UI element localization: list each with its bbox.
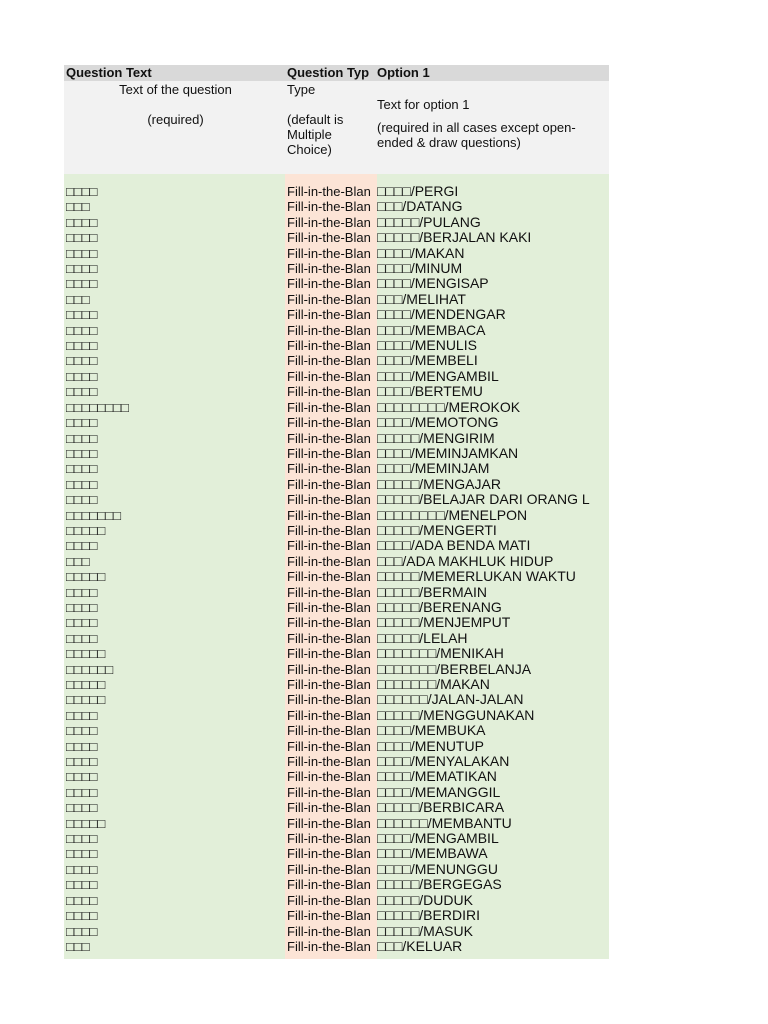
type-cell[interactable]: Fill-in-the-Blan — [285, 692, 377, 707]
question-cell[interactable]: □□□□ — [64, 708, 285, 723]
table-row — [64, 662, 609, 677]
type-cell[interactable]: Fill-in-the-Blan — [285, 939, 377, 954]
type-cell[interactable]: Fill-in-the-Blan — [285, 184, 377, 199]
type-cell[interactable]: Fill-in-the-Blan — [285, 261, 377, 276]
type-cell[interactable]: Fill-in-the-Blan — [285, 769, 377, 784]
type-cell[interactable]: Fill-in-the-Blan — [285, 662, 377, 677]
type-cell[interactable]: Fill-in-the-Blan — [285, 723, 377, 738]
type-cell[interactable]: Fill-in-the-Blan — [285, 893, 377, 908]
type-cell[interactable]: Fill-in-the-Blan — [285, 585, 377, 600]
option-cell[interactable]: □□□□/MENDENGAR — [377, 307, 609, 322]
table-row — [64, 708, 609, 723]
table-row — [64, 538, 609, 553]
type-cell[interactable]: Fill-in-the-Blan — [285, 415, 377, 430]
question-cell[interactable]: □□□□ — [64, 477, 285, 492]
type-cell[interactable]: Fill-in-the-Blan — [285, 569, 377, 584]
type-cell[interactable]: Fill-in-the-Blan — [285, 199, 377, 214]
option-cell[interactable]: □□□/ADA MAKHLUK HIDUP — [377, 554, 609, 569]
table-row — [64, 492, 609, 507]
question-cell[interactable]: □□□□ — [64, 230, 285, 245]
type-cell[interactable]: Fill-in-the-Blan — [285, 908, 377, 923]
table-row — [64, 800, 609, 815]
option-cell[interactable]: □□□□□/MENGERTI — [377, 523, 609, 538]
question-cell[interactable]: □□□ — [64, 199, 285, 214]
description-option-1[interactable] — [377, 81, 609, 174]
question-cell[interactable]: □□□□ — [64, 431, 285, 446]
table-row — [64, 769, 609, 784]
question-cell[interactable]: □□□□□ — [64, 523, 285, 538]
option-cell[interactable]: □□□□/PERGI — [377, 184, 609, 199]
type-cell[interactable]: Fill-in-the-Blan — [285, 431, 377, 446]
table-row — [64, 523, 609, 538]
question-cell[interactable]: □□□□ — [64, 908, 285, 923]
table-row — [64, 215, 609, 230]
option-cell[interactable]: □□□□/MINUM — [377, 261, 609, 276]
option-cell[interactable]: □□□□/MEMANGGIL — [377, 785, 609, 800]
question-cell[interactable]: □□□□□□ — [64, 662, 285, 677]
table-row — [64, 692, 609, 707]
type-cell[interactable]: Fill-in-the-Blan — [285, 508, 377, 523]
type-cell[interactable]: Fill-in-the-Blan — [285, 739, 377, 754]
table-row — [64, 924, 609, 939]
table-row — [64, 276, 609, 291]
question-cell[interactable]: □□□□ — [64, 739, 285, 754]
question-cell[interactable]: □□□□ — [64, 323, 285, 338]
table-row — [64, 816, 609, 831]
table-row — [64, 230, 609, 245]
description-question-type-line1: Type — [287, 82, 316, 97]
description-question-text[interactable] — [64, 81, 285, 174]
option-cell[interactable]: □□□□/MENGISAP — [377, 276, 609, 291]
description-question-type-line2: (default is Multiple Choice) — [287, 112, 344, 157]
option-cell[interactable]: □□□□/MEMOTONG — [377, 415, 609, 430]
question-cell[interactable]: □□□□ — [64, 893, 285, 908]
question-cell[interactable]: □□□□ — [64, 754, 285, 769]
type-cell[interactable]: Fill-in-the-Blan — [285, 215, 377, 230]
option-cell[interactable]: □□□□/MENUNGGU — [377, 862, 609, 877]
table-row — [64, 831, 609, 846]
table-row — [64, 415, 609, 430]
option-cell[interactable]: □□□□/MEMINJAM — [377, 461, 609, 476]
table-row — [64, 908, 609, 923]
table-row — [64, 554, 609, 569]
question-cell[interactable]: □□□□ — [64, 415, 285, 430]
question-cell[interactable]: □□□□ — [64, 538, 285, 553]
type-cell[interactable]: Fill-in-the-Blan — [285, 646, 377, 661]
option-cell[interactable]: □□□□□/DUDUK — [377, 893, 609, 908]
option-cell[interactable]: □□□□/MENUTUP — [377, 739, 609, 754]
question-cell[interactable]: □□□□□ — [64, 692, 285, 707]
question-cell[interactable]: □□□□ — [64, 307, 285, 322]
table-row — [64, 646, 609, 661]
option-cell[interactable]: □□□□□/BERGEGAS — [377, 877, 609, 892]
table-row — [64, 739, 609, 754]
question-cell[interactable]: □□□□ — [64, 461, 285, 476]
option-cell[interactable]: □□□□□□□/MENIKAH — [377, 646, 609, 661]
spacer-row — [64, 174, 609, 184]
table-row — [64, 246, 609, 261]
table-row — [64, 384, 609, 399]
table-row — [64, 307, 609, 322]
option-cell[interactable]: □□□/MELIHAT — [377, 292, 609, 307]
type-cell[interactable]: Fill-in-the-Blan — [285, 246, 377, 261]
option-cell[interactable]: □□□/KELUAR — [377, 939, 609, 954]
question-cell[interactable]: □□□□ — [64, 184, 285, 199]
type-cell[interactable]: Fill-in-the-Blan — [285, 677, 377, 692]
option-cell[interactable]: □□□□□/BERENANG — [377, 600, 609, 615]
question-cell[interactable]: □□□ — [64, 292, 285, 307]
table-row — [64, 261, 609, 276]
question-cell[interactable]: □□□□ — [64, 600, 285, 615]
option-cell[interactable]: □□□□□/BELAJAR DARI ORANG L — [377, 492, 609, 507]
type-cell[interactable]: Fill-in-the-Blan — [285, 353, 377, 368]
question-cell[interactable]: □□□□ — [64, 785, 285, 800]
type-cell[interactable]: Fill-in-the-Blan — [285, 292, 377, 307]
question-cell[interactable]: □□□□ — [64, 246, 285, 261]
table-row — [64, 862, 609, 877]
option-cell[interactable]: □□□□/MENYALAKAN — [377, 754, 609, 769]
table-row — [64, 785, 609, 800]
type-cell[interactable]: Fill-in-the-Blan — [285, 477, 377, 492]
data-rows — [64, 184, 609, 954]
type-cell[interactable]: Fill-in-the-Blan — [285, 785, 377, 800]
type-cell[interactable]: Fill-in-the-Blan — [285, 461, 377, 476]
type-cell[interactable]: Fill-in-the-Blan — [285, 446, 377, 461]
question-cell[interactable]: □□□□□ — [64, 816, 285, 831]
question-cell[interactable]: □□□□ — [64, 723, 285, 738]
question-cell[interactable]: □□□□ — [64, 769, 285, 784]
bottom-spacer-row — [64, 954, 609, 959]
question-cell[interactable]: □□□□ — [64, 862, 285, 877]
table-row — [64, 723, 609, 738]
table-row — [64, 292, 609, 307]
question-cell[interactable]: □□□□ — [64, 800, 285, 815]
table-row — [64, 569, 609, 584]
description-option-1-line1: Text for option 1 — [377, 97, 470, 112]
table-row — [64, 600, 609, 615]
type-cell[interactable]: Fill-in-the-Blan — [285, 384, 377, 399]
description-question-text-line2: (required) — [147, 112, 204, 127]
type-cell[interactable]: Fill-in-the-Blan — [285, 862, 377, 877]
question-cell[interactable]: □□□□ — [64, 276, 285, 291]
option-cell[interactable]: □□□□□□□□/MENELPON — [377, 508, 609, 523]
option-cell[interactable]: □□□□/ADA BENDA MATI — [377, 538, 609, 553]
type-cell[interactable]: Fill-in-the-Blan — [285, 538, 377, 553]
type-cell[interactable]: Fill-in-the-Blan — [285, 708, 377, 723]
table-row — [64, 846, 609, 861]
type-cell[interactable]: Fill-in-the-Blan — [285, 631, 377, 646]
header-row — [64, 65, 609, 81]
question-cell[interactable]: □□□□ — [64, 353, 285, 368]
type-cell[interactable]: Fill-in-the-Blan — [285, 600, 377, 615]
table-row — [64, 353, 609, 368]
type-cell[interactable]: Fill-in-the-Blan — [285, 800, 377, 815]
table-row — [64, 939, 609, 954]
option-cell[interactable]: □□□□□/MEMERLUKAN WAKTU — [377, 569, 609, 584]
option-cell[interactable]: □□□□□/MENGAJAR — [377, 477, 609, 492]
table-row — [64, 461, 609, 476]
question-cell[interactable]: □□□□□□□□ — [64, 400, 285, 415]
option-cell[interactable]: □□□□/BERTEMU — [377, 384, 609, 399]
table-row — [64, 631, 609, 646]
question-cell[interactable]: □□□□ — [64, 215, 285, 230]
type-cell[interactable]: Fill-in-the-Blan — [285, 230, 377, 245]
option-cell[interactable]: □□□□/MEMBAWA — [377, 846, 609, 861]
option-cell[interactable]: □□□□/MEMATIKAN — [377, 769, 609, 784]
question-cell[interactable]: □□□□ — [64, 261, 285, 276]
table-row — [64, 877, 609, 892]
type-cell[interactable]: Fill-in-the-Blan — [285, 924, 377, 939]
option-cell[interactable]: □□□□□/BERBICARA — [377, 800, 609, 815]
type-cell[interactable]: Fill-in-the-Blan — [285, 816, 377, 831]
option-cell[interactable]: □□□□□□□/MAKAN — [377, 677, 609, 692]
question-cell[interactable]: □□□□ — [64, 631, 285, 646]
table-row — [64, 585, 609, 600]
type-cell[interactable]: Fill-in-the-Blan — [285, 307, 377, 322]
type-cell[interactable]: Fill-in-the-Blan — [285, 369, 377, 384]
question-cell[interactable]: □□□□□ — [64, 646, 285, 661]
description-option-1-line2: (required in all cases except open-ended & draw questions) — [377, 120, 576, 150]
question-cell[interactable]: □□□□ — [64, 615, 285, 630]
table-row — [64, 338, 609, 353]
type-cell[interactable]: Fill-in-the-Blan — [285, 846, 377, 861]
option-cell[interactable]: □□□□□□/MEMBANTU — [377, 816, 609, 831]
option-cell[interactable]: □□□□/MEMBELI — [377, 353, 609, 368]
table-row — [64, 677, 609, 692]
option-cell[interactable]: □□□□□/MENGGUNAKAN — [377, 708, 609, 723]
question-cell[interactable]: □□□□ — [64, 846, 285, 861]
table-row — [64, 615, 609, 630]
option-cell[interactable]: □□□□/MENULIS — [377, 338, 609, 353]
table-row — [64, 400, 609, 415]
question-cell[interactable]: □□□□ — [64, 924, 285, 939]
option-cell[interactable]: □□□□□□□/BERBELANJA — [377, 662, 609, 677]
option-cell[interactable]: □□□□□/MENGIRIM — [377, 431, 609, 446]
type-cell[interactable]: Fill-in-the-Blan — [285, 615, 377, 630]
option-cell[interactable]: □□□□□/LELAH — [377, 631, 609, 646]
type-cell[interactable]: Fill-in-the-Blan — [285, 400, 377, 415]
option-cell[interactable]: □□□□□/MASUK — [377, 924, 609, 939]
type-cell[interactable]: Fill-in-the-Blan — [285, 276, 377, 291]
table-row — [64, 369, 609, 384]
question-cell[interactable]: □□□ — [64, 939, 285, 954]
option-cell[interactable]: □□□□/MENGAMBIL — [377, 369, 609, 384]
question-cell[interactable]: □□□□ — [64, 585, 285, 600]
option-cell[interactable]: □□□□□/MENJEMPUT — [377, 615, 609, 630]
question-cell[interactable]: □□□□ — [64, 831, 285, 846]
option-cell[interactable]: □□□□/MEMBACA — [377, 323, 609, 338]
table-row — [64, 508, 609, 523]
spreadsheet — [64, 65, 609, 959]
question-cell[interactable]: □□□□ — [64, 369, 285, 384]
header-question-text[interactable]: Question Text — [66, 65, 152, 80]
table-row — [64, 431, 609, 446]
option-cell[interactable]: □□□□□/PULANG — [377, 215, 609, 230]
table-row — [64, 184, 609, 199]
description-question-text-line1: Text of the question — [119, 82, 232, 97]
option-cell[interactable]: □□□□□□□□/MEROKOK — [377, 400, 609, 415]
question-cell[interactable]: □□□ — [64, 554, 285, 569]
type-cell[interactable]: Fill-in-the-Blan — [285, 323, 377, 338]
option-cell[interactable]: □□□□/MEMINJAMKAN — [377, 446, 609, 461]
header-question-type[interactable]: Question Typ — [287, 65, 370, 80]
question-cell[interactable]: □□□□ — [64, 877, 285, 892]
type-cell[interactable]: Fill-in-the-Blan — [285, 554, 377, 569]
table-row — [64, 199, 609, 214]
table-row — [64, 477, 609, 492]
option-cell[interactable]: □□□□□/BERDIRI — [377, 908, 609, 923]
option-cell[interactable]: □□□□/MENGAMBIL — [377, 831, 609, 846]
type-cell[interactable]: Fill-in-the-Blan — [285, 492, 377, 507]
type-cell[interactable]: Fill-in-the-Blan — [285, 523, 377, 538]
type-cell[interactable]: Fill-in-the-Blan — [285, 754, 377, 769]
question-cell[interactable]: □□□□ — [64, 446, 285, 461]
question-cell[interactable]: □□□□ — [64, 338, 285, 353]
table-row — [64, 323, 609, 338]
type-cell[interactable]: Fill-in-the-Blan — [285, 338, 377, 353]
option-cell[interactable]: □□□/DATANG — [377, 199, 609, 214]
option-cell[interactable]: □□□□/MEMBUKA — [377, 723, 609, 738]
option-cell[interactable]: □□□□/MAKAN — [377, 246, 609, 261]
table-row — [64, 754, 609, 769]
table-row — [64, 446, 609, 461]
type-cell[interactable]: Fill-in-the-Blan — [285, 831, 377, 846]
description-row — [64, 81, 609, 174]
type-cell[interactable]: Fill-in-the-Blan — [285, 877, 377, 892]
question-cell[interactable]: □□□□ — [64, 492, 285, 507]
header-option-1[interactable]: Option 1 — [377, 65, 430, 80]
question-cell[interactable]: □□□□□ — [64, 677, 285, 692]
option-cell[interactable]: □□□□□/BERJALAN KAKI — [377, 230, 609, 245]
description-question-type[interactable] — [285, 81, 377, 174]
table-row — [64, 893, 609, 908]
option-cell[interactable]: □□□□□/BERMAIN — [377, 585, 609, 600]
question-cell[interactable]: □□□□□ — [64, 569, 285, 584]
option-cell[interactable]: □□□□□□/JALAN-JALAN — [377, 692, 609, 707]
question-cell[interactable]: □□□□ — [64, 384, 285, 399]
question-cell[interactable]: □□□□□□□ — [64, 508, 285, 523]
